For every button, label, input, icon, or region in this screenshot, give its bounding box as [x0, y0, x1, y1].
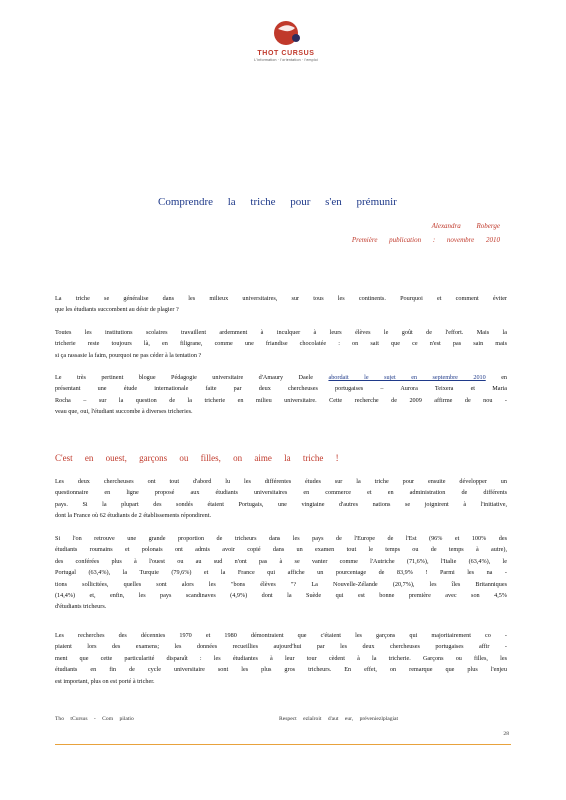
- logo-name: THOT CURSUS: [257, 50, 315, 57]
- section-heading: C'est en ouest, garçons ou filles, on aime la triche !: [55, 453, 339, 463]
- text-line: Toutes les institutions scolaires travaillent ardemment à inculquer à leurs élèves le goût de l'effort. Mais la: [55, 329, 507, 336]
- text-line: piaient lors des examens; les données recueillies aujourd'hui par les deux chercheuses portugaises affir -: [55, 643, 507, 651]
- text-line: si ça rassasie la faim, pourquoi ne pas céder à la tentation ?: [55, 351, 202, 359]
- thot-cursus-logo[interactable]: [246, 18, 326, 62]
- text-line: Les recherches des décennies 1970 et 1980 démontraient que c'étaient les garçons qui majoritairement co -: [55, 632, 507, 639]
- text-line: Portugal (63,4%), la Turquie (79,6%) et la France qui affiche un pourcentage de 83,9% ! Parmi les na -: [55, 569, 507, 577]
- text-line: étudiants en fin de cycle universitaire sont les plus gros tricheurs. En effet, on remarque que plus l'enjeu: [55, 666, 507, 674]
- text-line: dont la France où 62 étudiants de 2 établissements répondirent.: [55, 512, 212, 520]
- text-line: d'étudiants tricheurs.: [55, 603, 107, 611]
- text-line: questionnaire en ligne proposé aux étudiants universitaires en commerce et en administration de différents: [55, 489, 507, 497]
- footer-right-text: Respect ezlaîroit d'aut eur, préveniezlplagiat: [279, 716, 399, 722]
- text-line: étudiants roumains et polonais ont admis avoir copié dans un examen tout le temps ou de temps à autre),: [55, 546, 507, 554]
- logo-tagline: L'information · l'orientation · l'emploi: [254, 58, 318, 62]
- text-line: tions sollicitées, quelles sont alors les "bons élèves "? La Nouvelle-Zélande (20,7%), les îles Britanniques: [55, 580, 507, 588]
- text-line: est important, plus on est porté à tricher.: [55, 677, 155, 685]
- text-line: veau que, oui, l'étudiant succombe à diverses tricheries.: [55, 408, 193, 416]
- article-author: Alexandra Roberge: [431, 222, 500, 230]
- text-segment: en: [501, 374, 507, 381]
- page-number: 28: [503, 731, 509, 737]
- paragraph-effort: [55, 327, 507, 361]
- text-line: pays. Si la plupart des sondés étaient Portugais, une vingtaine d'autres nations se joignirent à l'initiative,: [55, 500, 507, 508]
- text-line: Rocha – sur la question de la tricherie en milieu universitaire. Cette recherche de 2009 affirme de nou -: [55, 396, 507, 404]
- paragraph-study: [55, 476, 507, 522]
- text-line: Si l'on retrouve une grande proportion de tricheurs dans les pays de l'Europe de l'Est (96% et 100% des: [55, 535, 507, 542]
- footer-rule: [55, 744, 511, 745]
- text-line-with-link: [55, 372, 507, 383]
- text-line: ment que cette particularité disparaît : les étudiantes à leur tour cèdent à la tricherie. Garçons ou filles, les: [55, 654, 507, 662]
- logo-emblem-icon: [269, 18, 303, 48]
- paragraph-statistics: [55, 533, 507, 613]
- blog-link[interactable]: abordait le sujet en septembre 2010: [328, 374, 486, 381]
- paragraph-intro: [55, 293, 507, 316]
- text-line: que les étudiants succombent au désir de plagier ?: [55, 306, 179, 314]
- paragraph-blog: [55, 372, 507, 418]
- text-line: présentant une étude internationale faite par deux chercheuses portugaises – Aurora Teixera et Maria: [55, 385, 507, 393]
- footer-left-text: Tho tCursus - Com pilatio: [55, 716, 134, 722]
- text-line: des conférées plus à l'ouest ou au sud n'ont pas à se vanter comme l'Autriche (71,6%), l'Italie (63,4%), le: [55, 557, 507, 565]
- text-line: La triche se généralise dans les milieux universitaires, sur tous les continents. Pourquoi et comment éviter: [55, 295, 507, 302]
- text-line: Les deux chercheuses ont tout d'abord lu les différentes études sur la triche pour ensuite développer un: [55, 478, 507, 485]
- text-line: tricherie reste toujours là, en filigrane, comme une friandise chocolatée : on sait que ce n'est pas sain mais: [55, 340, 507, 348]
- article-title: Comprendre la triche pour s'en prémunir: [158, 196, 397, 208]
- paragraph-gender: [55, 630, 507, 687]
- text-line: (14,4%) et, enfin, les pays scandinaves (4,9%) dont la Suède qui est bonne première avec son 4,5%: [55, 592, 507, 600]
- text-segment: Le très pertinent blogue Pédagogie universitaire d'Amaury Daele: [55, 374, 313, 381]
- publication-date: Première publication : novembre 2010: [351, 236, 500, 244]
